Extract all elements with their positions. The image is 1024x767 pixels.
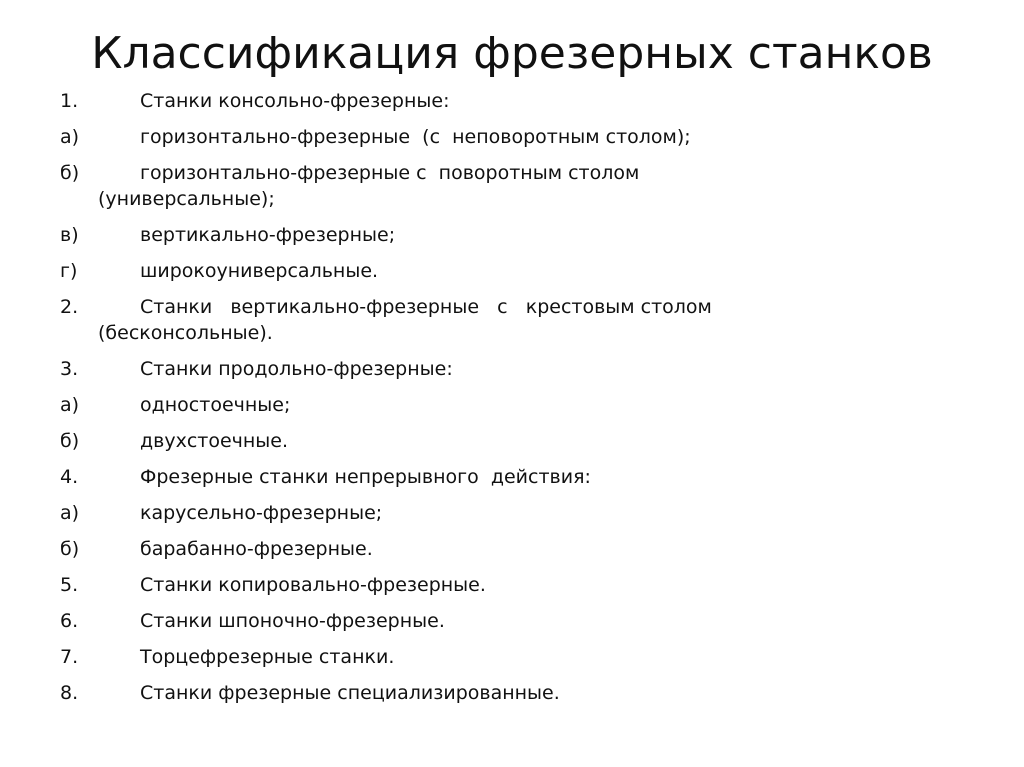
- list-item-text: Станки копировально-фрезерные.: [140, 574, 486, 596]
- list-item: [60, 536, 960, 562]
- list-item-marker: 6.: [60, 610, 79, 632]
- list-item-text: барабанно-фрезерные.: [140, 538, 373, 560]
- list-item-text: Станки консольно-фрезерные:: [140, 90, 450, 112]
- list-item-marker: 4.: [60, 466, 79, 488]
- list-item-marker: 7.: [60, 646, 79, 668]
- list-item-text-wrap: [140, 464, 960, 490]
- list-item-marker: б): [60, 538, 80, 560]
- list-item-text: двухстоечные.: [140, 430, 289, 452]
- list-item-marker: б): [60, 430, 80, 452]
- list-item-text-wrap: [140, 572, 960, 598]
- list-item-text-wrap: [140, 428, 960, 454]
- list-item: [60, 392, 960, 418]
- list-item-text-wrap: [140, 222, 960, 248]
- list-item-marker: а): [60, 502, 80, 524]
- slide-title: Классификация фрезерных станков: [91, 28, 933, 79]
- list-item-marker: в): [60, 224, 79, 246]
- list-item-text: широкоуниверсальные.: [140, 260, 379, 282]
- list-item-text-wrap: [140, 608, 960, 634]
- list-item-text-wrap: [140, 124, 960, 150]
- list-item-text-wrap: [140, 356, 960, 382]
- list-item-text-wrap: [140, 88, 960, 114]
- list-item-text: Фрезерные станки непрерывного действия:: [140, 466, 591, 488]
- list-item-text: горизонтально-фрезерные (с неповоротным столом);: [140, 126, 691, 148]
- list-item: [60, 294, 960, 346]
- list-item-marker: а): [60, 126, 80, 148]
- list-item-marker: а): [60, 394, 80, 416]
- list-item-text: вертикально-фрезерные;: [140, 224, 396, 246]
- list-item: [60, 680, 960, 706]
- list-item-text-wrap: [98, 160, 960, 212]
- list-item-text-wrap: [140, 392, 960, 418]
- list-item-marker: г): [60, 260, 78, 282]
- list-item-text-wrap: [140, 500, 960, 526]
- list-item: [60, 88, 960, 114]
- list-item-marker: 3.: [60, 358, 79, 380]
- classification-list: [60, 88, 960, 716]
- list-item-marker: 2.: [60, 296, 79, 318]
- list-item-text-wrap: [98, 294, 960, 346]
- list-item-text: Станки продольно-фрезерные:: [140, 358, 453, 380]
- list-item-text: карусельно-фрезерные;: [140, 502, 383, 524]
- list-item: [60, 464, 960, 490]
- list-item-text-wrap: [140, 644, 960, 670]
- list-item: [60, 428, 960, 454]
- list-item-marker: б): [60, 162, 80, 184]
- list-item-text: горизонтально-фрезерные с поворотным столом: [140, 162, 640, 184]
- list-item-marker: 5.: [60, 574, 79, 596]
- list-item: [60, 608, 960, 634]
- list-item: [60, 644, 960, 670]
- list-item-marker: 1.: [60, 90, 79, 112]
- list-item-text-wrap: [140, 680, 960, 706]
- list-item-continuation: (универсальные);: [98, 188, 275, 210]
- list-item-text: Станки шпоночно-фрезерные.: [140, 610, 445, 632]
- list-item-text: Торцефрезерные станки.: [140, 646, 395, 668]
- list-item: [60, 258, 960, 284]
- list-item-text-wrap: [140, 536, 960, 562]
- list-item-continuation: (бесконсольные).: [98, 322, 273, 344]
- list-item-text: одностоечные;: [140, 394, 291, 416]
- list-item: [60, 222, 960, 248]
- list-item: [60, 572, 960, 598]
- list-item-text-wrap: [140, 258, 960, 284]
- list-item-marker: 8.: [60, 682, 79, 704]
- list-item: [60, 356, 960, 382]
- list-item: [60, 124, 960, 150]
- list-item-text: Станки фрезерные специализированные.: [140, 682, 560, 704]
- list-item: [60, 160, 960, 212]
- list-item-text: Станки вертикально-фрезерные с крестовым столом: [140, 296, 712, 318]
- list-item: [60, 500, 960, 526]
